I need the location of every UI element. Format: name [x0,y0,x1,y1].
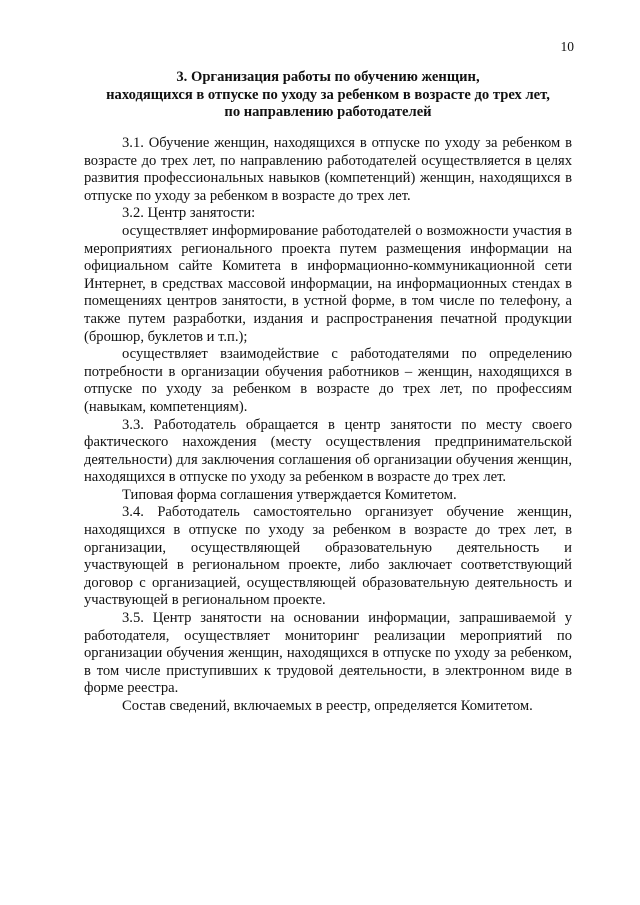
section-heading-line-2: находящихся в отпуске по уходу за ребенком в возрасте до трех лет, [106,86,550,103]
section-heading-line-1: 3. Организация работы по обучению женщин, [176,69,480,85]
page-number: 10 [560,39,574,54]
document-body [84,135,572,716]
paragraph-3-2: 3.2. Центр занятости: [122,205,256,222]
paragraph-agreement-form: Типовая форма соглашения утверждается Комитетом. [122,486,457,503]
paragraph-3-5: 3.5. Центр занятости на основании информации, запрашиваемой у работодателя, осуществляет мониторинг реализации мероприятий по организации обучения женщин, находящихся в отпуске по уходу за ребенком, в том числе приступивших к трудовой деятельности, в электронном виде в форме реестра. [84,610,572,697]
paragraph-3-3: 3.3. Работодатель обращается в центр занятости по месту своего фактического нахождения (месту осуществления предпринимательской деятельности) для заключения соглашения об организации обучения женщин, находящихся в отпуске по уходу за ребенком в возрасте до трех лет. [84,416,572,486]
section-heading [84,69,572,122]
paragraph-3-4: 3.4. Работодатель самостоятельно организует обучение женщин, находящихся в отпуске по уходу за ребенком в возрасте до трех лет, в организации, осуществляющей образовательную деятельность и участвующей в региональном проекте, либо заключает соответствующий договор с организацией, осуществляющей образовательную деятельность и участвующей в региональном проекте. [84,504,572,609]
paragraph-3-2-informing: осуществляет информирование работодателей о возможности участия в мероприятиях регионального проекта путем размещения информации на официальном сайте Комитета в информационно-коммуникационной сети Интернет, в средствах массовой информации, на информационных стендах в помещениях центров занятости, в устной форме, в том числе по телефону, а также путем разработки, издания и распространения печатной продукции (брошюр, буклетов и т.п.); [84,222,572,345]
paragraph-3-1: 3.1. Обучение женщин, находящихся в отпуске по уходу за ребенком в возрасте до трех лет, по направлению работодателей осуществляется в целях развития профессиональных навыков (компетенций) женщин, находящихся в отпуске по уходу за ребенком в возрасте до трех лет. [84,135,572,204]
section-heading-line-3: по направлению работодателей [224,104,432,121]
paragraph-3-2-interaction: осуществляет взаимодействие с работодателями по определению потребности в организации обучения работников – женщин, находящихся в отпуске по уходу за ребенком в возрасте до трех лет, по профессиям (навыкам, компетенциям). [84,346,572,415]
paragraph-registry-contents: Состав сведений, включаемых в реестр, определяется Комитетом. [122,698,533,714]
